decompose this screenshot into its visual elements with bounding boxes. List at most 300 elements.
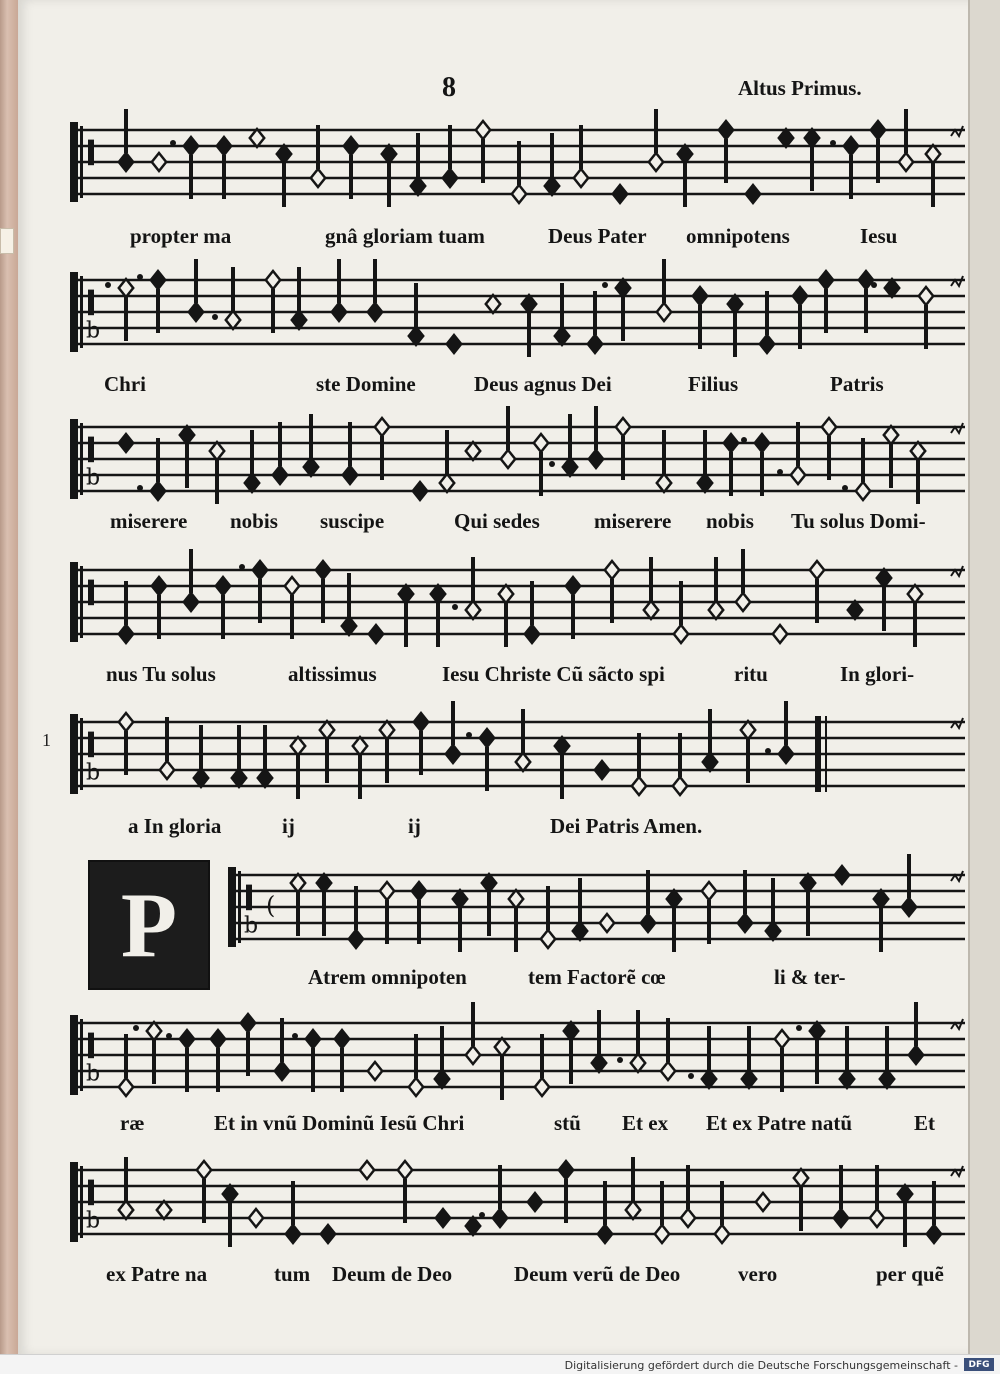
dot [466,732,472,738]
note-head [885,279,899,297]
lyric-syllable: ij [408,814,421,838]
note-head [249,1209,263,1227]
lyric-syllable: Deus agnus Dei [474,372,612,396]
note-head [273,466,287,484]
note-head [368,303,382,321]
staff-bracket [70,122,78,202]
lyric-syllable: Deum verũ de Deo [514,1262,681,1286]
note-head [311,169,325,187]
note-head [147,1022,161,1040]
note-head [741,721,755,739]
lyric-syllable: ritu [734,662,768,686]
flat-sign: b [86,318,101,344]
note-head [277,145,291,163]
note-head [180,1030,194,1048]
dot [741,437,747,443]
lyric-syllable: Et ex [622,1111,669,1135]
note-head [902,898,916,916]
note-head [566,577,580,595]
lyric-syllable: nus Tu solus [106,662,216,686]
staff-bracket [80,423,83,495]
note-head [709,601,723,619]
note-head [641,914,655,932]
lyric-syllable: tem Factorẽ cœ [528,965,666,989]
note-head [151,482,165,500]
note-head [343,466,357,484]
note-head [291,737,305,755]
dot [871,282,877,288]
note-head [335,1030,349,1048]
note-head [702,882,716,900]
staff-bracket [228,867,236,947]
note-head [870,1209,884,1227]
note-head [342,617,356,635]
note-head [819,271,833,289]
note-head [266,271,280,289]
lyric-syllable: tum [274,1262,311,1286]
dot [166,1033,172,1039]
note-head [332,303,346,321]
note-head [874,890,888,908]
note-head [810,1022,824,1040]
note-head [534,434,548,452]
lyric-syllable: Qui sedes [454,509,540,533]
note-head [440,474,454,492]
note-head [226,311,240,329]
note-head [844,137,858,155]
lyric-syllable: Tu solus Domi- [791,509,926,533]
lyric-syllable: ex Patre na [106,1262,208,1286]
note-head [375,418,389,436]
note-head [119,279,133,297]
page-number: 8 [442,72,456,103]
note-head [360,1161,374,1179]
note-head [275,1062,289,1080]
note-head [446,745,460,763]
staff-5 [70,692,965,812]
note-head [719,121,733,139]
flat-sign: b [86,760,101,786]
note-head [588,335,602,353]
note-head [151,271,165,289]
note-head [674,625,688,643]
dot [133,1025,139,1031]
note-head [184,137,198,155]
note-head [702,1070,716,1088]
staff-bracket [70,1162,78,1242]
note-head [616,418,630,436]
note-head [184,593,198,611]
note-head [152,153,166,171]
lyric-syllable: stũ [554,1111,581,1135]
note-head [119,625,133,643]
note-head [320,721,334,739]
note-head [223,1185,237,1203]
dot [602,282,608,288]
note-head [794,1169,808,1187]
note-head [317,874,331,892]
lyric-syllable: ij [282,814,295,838]
note-head [380,721,394,739]
note-head [431,585,445,603]
note-head [211,1030,225,1048]
dot [830,140,836,146]
note-head [871,121,885,139]
dot [688,1073,694,1079]
final-barline [825,716,827,792]
lyric-syllable: Et in vnũ Dominũ Iesũ Chri [214,1111,465,1135]
staff-7 [70,993,965,1113]
dot [549,461,555,467]
lyric-syllable: Atrem omnipoten [308,965,467,989]
lyric-syllable: Chri [104,372,146,396]
staff-6 [228,845,965,965]
lyric-syllable: Patris [830,372,884,396]
note-head [598,1225,612,1243]
note-head [380,882,394,900]
note-head [626,1201,640,1219]
c-clef [88,140,94,166]
note-head [574,169,588,187]
note-head [877,569,891,587]
staff-bracket [70,562,78,642]
lyric-syllable: ste Domine [316,372,416,396]
note-head [563,458,577,476]
note-head [509,890,523,908]
staff-2 [70,250,965,370]
note-head [793,287,807,305]
note-head [258,769,272,787]
note-head [919,287,933,305]
staff-bracket [70,714,78,794]
lyric-syllable: nobis [706,509,754,533]
note-head [466,442,480,460]
dot [292,1033,298,1039]
staff-bracket [70,272,78,352]
note-head [413,482,427,500]
note-head [250,129,264,147]
note-head [535,1078,549,1096]
flat-sign: b [86,465,101,491]
dot [137,485,143,491]
digitization-footer [0,1354,1000,1374]
note-head [592,1054,606,1072]
note-head [493,1209,507,1227]
lyric-syllable: Et [914,1111,935,1135]
lyric-syllable: Et ex Patre natũ [706,1111,853,1135]
staff-bracket [80,1019,83,1091]
note-head [880,1070,894,1088]
note-head [736,593,750,611]
note-head [673,777,687,795]
note-head [801,874,815,892]
note-head [909,1046,923,1064]
staff-system-8 [70,1140,965,1320]
flat-sign: b [86,1208,101,1234]
note-head [180,426,194,444]
note-head [466,1217,480,1235]
note-head [216,577,230,595]
note-head [321,1225,335,1243]
dfg-logo-icon: DFG [964,1358,994,1371]
note-head [899,153,913,171]
note-head [344,137,358,155]
note-head [661,1062,675,1080]
margin-mark: 1 [42,730,51,750]
note-head [728,295,742,313]
note-head [369,625,383,643]
note-head [840,1070,854,1088]
note-head [848,601,862,619]
note-head [835,866,849,884]
note-head [306,1030,320,1048]
note-head [693,287,707,305]
note-head [755,434,769,452]
staff-bracket [80,566,83,638]
note-head [516,753,530,771]
note-head [724,434,738,452]
note-head [245,474,259,492]
note-head [756,1193,770,1211]
note-head [760,335,774,353]
note-head [525,625,539,643]
dot [452,604,458,610]
staff-bracket [238,871,241,943]
dot [765,748,771,754]
note-head [217,137,231,155]
lyric-syllable: a In gloria [128,814,222,838]
note-head [773,625,787,643]
note-head [528,1193,542,1211]
facing-page-edge [968,0,1000,1355]
dot [796,1025,802,1031]
staff-bracket [80,276,83,348]
note-head [353,737,367,755]
note-head [589,450,603,468]
note-head [495,1038,509,1056]
note-head [649,153,663,171]
dot [212,314,218,320]
note-head [443,169,457,187]
mensuration-sign: ( [266,891,276,920]
note-head [616,279,630,297]
note-head [522,295,536,313]
note-head [681,1209,695,1227]
note-head [241,1014,255,1032]
dot [137,274,143,280]
note-head [613,185,627,203]
note-head [667,890,681,908]
staff-bracket [80,126,83,198]
note-head [197,1161,211,1179]
note-head [435,1070,449,1088]
note-head [399,585,413,603]
note-head [349,930,363,948]
lyric-syllable: li & ter- [774,965,846,989]
note-head [466,601,480,619]
note-head [791,466,805,484]
note-head [157,1201,171,1219]
note-head [210,442,224,460]
lyric-syllable: miserere [594,509,672,533]
lyric-syllable: altissimus [288,662,377,686]
note-head [600,914,614,932]
lyric-syllable: Iesu [860,224,898,248]
dot [170,140,176,146]
note-head [766,922,780,940]
note-head [482,874,496,892]
note-head [657,303,671,321]
decorated-initial-letter: P [120,874,178,976]
lyric-syllable: propter ma [130,224,232,248]
note-head [119,1078,133,1096]
note-head [657,474,671,492]
lyric-syllable: Dei Patris Amen. [550,814,703,838]
c-clef [88,290,94,316]
note-head [160,761,174,779]
note-head [805,129,819,147]
lyric-syllable: Filius [688,372,739,396]
lyric-syllable: omnipotens [686,224,790,248]
note-head [632,777,646,795]
note-head [605,561,619,579]
note-head [775,1030,789,1048]
bookmark-tab [0,228,14,254]
note-head [398,1161,412,1179]
note-head [927,1225,941,1243]
note-head [292,311,306,329]
c-clef [88,1180,94,1206]
note-head [447,335,461,353]
lyric-syllable: Deum de Deo [332,1262,453,1286]
decorated-initial [88,860,210,990]
flat-sign: b [244,913,259,939]
note-head [631,1054,645,1072]
lyric-syllable: ræ [120,1111,145,1135]
note-head [501,450,515,468]
lyric-syllable: suscipe [320,509,385,533]
note-head [545,177,559,195]
note-head [834,1209,848,1227]
note-head [898,1185,912,1203]
staff-bracket [80,1166,83,1238]
note-head [926,145,940,163]
note-head [564,1022,578,1040]
note-head [703,753,717,771]
note-head [822,418,836,436]
note-head [715,1225,729,1243]
note-head [285,577,299,595]
book-spine-edge [0,0,18,1360]
note-head [414,713,428,731]
note-head [595,761,609,779]
note-head [746,185,760,203]
note-head [908,585,922,603]
note-head [436,1209,450,1227]
note-head [253,561,267,579]
lyric-syllable: Iesu Christe Cũ sãcto spi [442,662,665,686]
note-head [476,121,490,139]
note-head [655,1225,669,1243]
lyric-syllable: gnâ gloriam tuam [325,224,485,248]
note-head [779,129,793,147]
staff-1 [70,100,965,220]
note-head [742,1070,756,1088]
note-head [859,271,873,289]
final-barline [815,716,821,792]
staff-bracket [70,1015,78,1095]
c-clef [246,885,252,911]
note-head [779,745,793,763]
staff-4 [70,540,965,660]
c-clef [88,580,94,606]
note-head [466,1046,480,1064]
lyric-syllable: miserere [110,509,188,533]
note-head [555,737,569,755]
dot [777,469,783,475]
note-head [119,713,133,731]
c-clef [88,437,94,463]
note-head [409,327,423,345]
note-head [291,874,305,892]
note-head [678,145,692,163]
note-head [512,185,526,203]
note-head [316,561,330,579]
note-head [573,922,587,940]
note-head [559,1161,573,1179]
part-title: Altus Primus. [738,76,862,100]
note-head [286,1225,300,1243]
lyric-syllable: nobis [230,509,278,533]
dot [105,282,111,288]
note-head [411,177,425,195]
note-head [382,145,396,163]
note-head [412,882,426,900]
lyric-syllable: Deus Pater [548,224,647,248]
note-head [856,482,870,500]
note-head [698,474,712,492]
note-head [499,585,513,603]
dot [479,1212,485,1218]
note-head [189,303,203,321]
note-head [884,426,898,444]
note-head [738,914,752,932]
note-head [409,1078,423,1096]
note-head [480,729,494,747]
staff-bracket [70,419,78,499]
note-head [194,769,208,787]
note-head [152,577,166,595]
lyric-syllable: vero [738,1262,778,1286]
note-head [368,1062,382,1080]
note-head [555,327,569,345]
note-head [304,458,318,476]
note-head [453,890,467,908]
c-clef [88,732,94,758]
staff-bracket [80,718,83,790]
note-head [119,434,133,452]
flat-sign: b [86,1061,101,1087]
staff-3 [70,397,965,517]
dot [617,1057,623,1063]
note-head [541,930,555,948]
note-head [486,295,500,313]
c-clef [88,1033,94,1059]
note-head [644,601,658,619]
note-head [810,561,824,579]
staff-8 [70,1140,965,1260]
lyric-syllable: per quẽ [876,1262,944,1286]
